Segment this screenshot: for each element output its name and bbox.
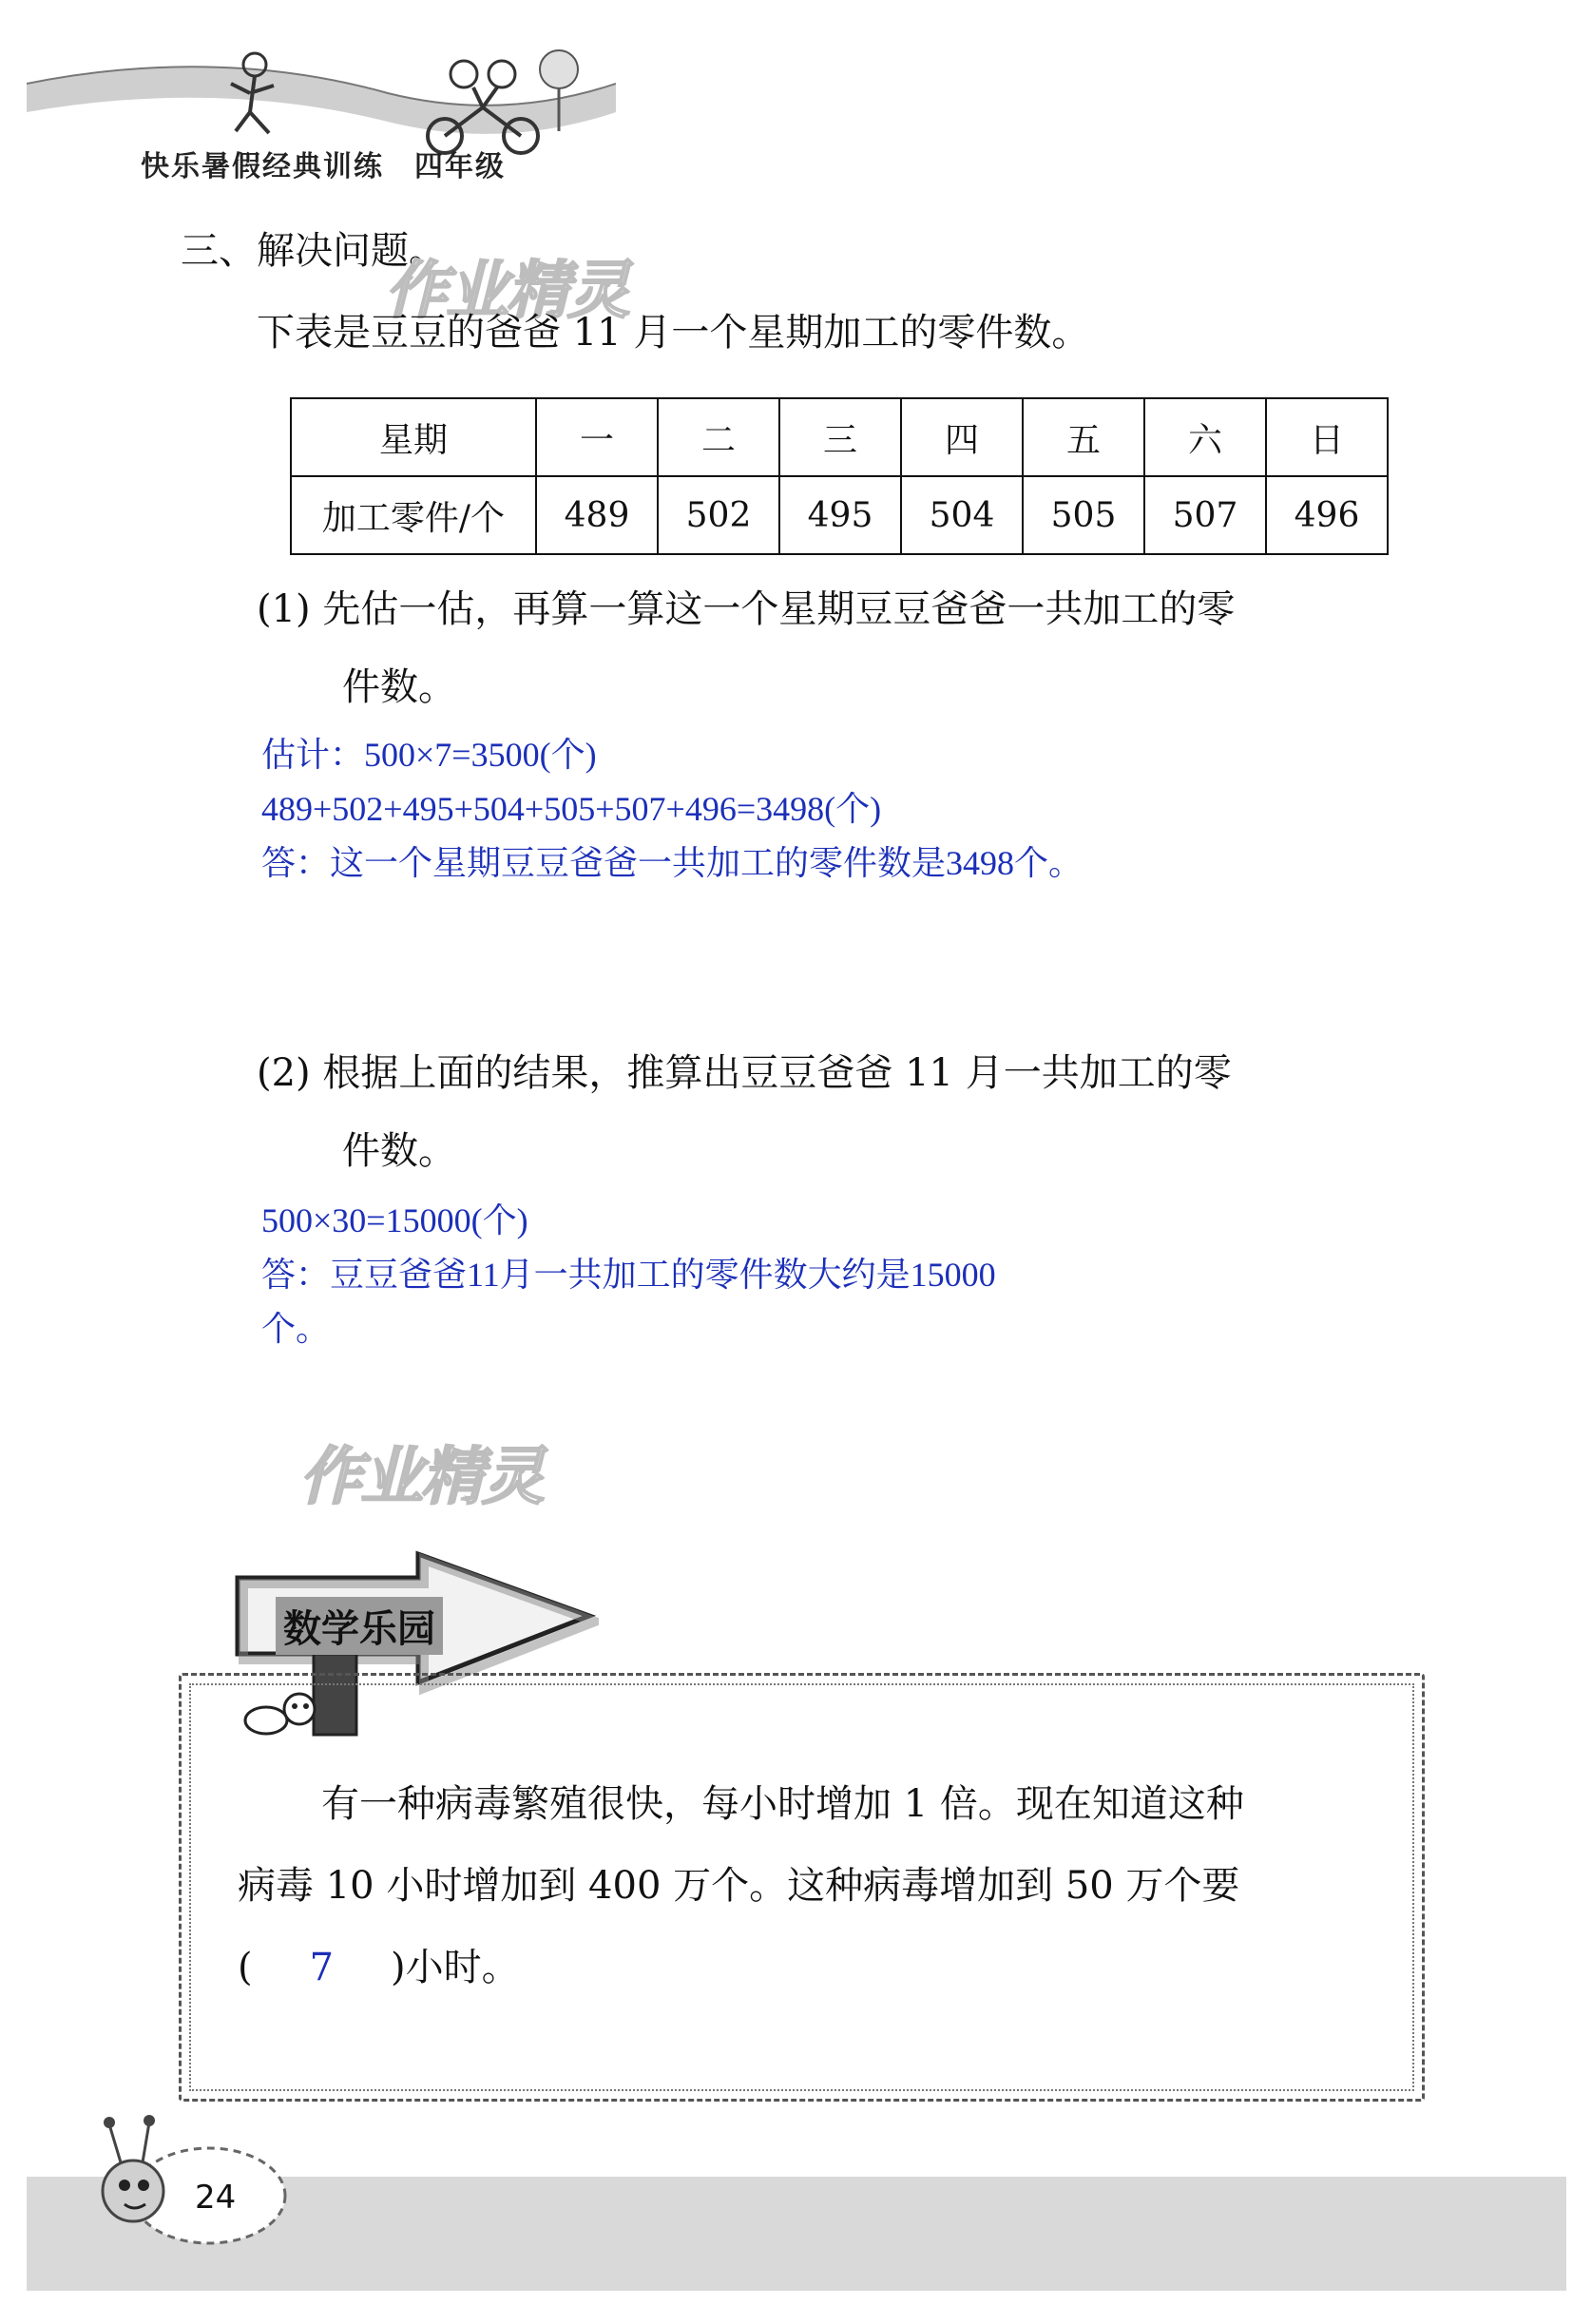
- intro-text: 下表是豆豆的爸爸 11 月一个星期加工的零件数。: [257, 311, 1090, 355]
- table-cell: 504: [901, 476, 1023, 554]
- table-cell: 507: [1144, 476, 1266, 554]
- question-1: [257, 570, 1235, 726]
- question-2: [257, 1034, 1232, 1190]
- puzzle-line: [238, 1927, 1378, 2008]
- table-cell: 日: [1266, 398, 1388, 476]
- table-cell: 505: [1023, 476, 1144, 554]
- section-title: 三、解决问题。: [181, 229, 447, 273]
- table-cell: 495: [779, 476, 901, 554]
- math-garden-puzzle: [238, 1763, 1378, 2008]
- snail-icon: [90, 2105, 290, 2248]
- table-cell: 一: [536, 398, 658, 476]
- blank-close: )小时。: [391, 1946, 520, 1989]
- table-cell: 二: [658, 398, 779, 476]
- watermark-top: 作业精灵: [385, 254, 628, 327]
- page-number: 24: [195, 2179, 237, 2217]
- book-title: 快乐暑假经典训练 四年级: [141, 150, 506, 183]
- puzzle-line: 病毒 10 小时增加到 400 万个。这种病毒增加到 50 万个要: [238, 1864, 1240, 1908]
- answer-line: 估计：500×7=3500(个): [261, 736, 597, 774]
- answer-line: 489+502+495+504+505+507+496=3498(个): [261, 790, 882, 828]
- puzzle-line: 有一种病毒繁殖很快，每小时增加 1 倍。现在知道这种: [321, 1782, 1244, 1826]
- table-row-header: 加工零件/个: [291, 476, 536, 554]
- parts-table: [290, 397, 1389, 555]
- table-cell: 489: [536, 476, 658, 554]
- question-2-line: (2) 根据上面的结果，推算出豆豆爸爸 11 月一共加工的零: [257, 1051, 1232, 1095]
- table-row: [291, 398, 1388, 476]
- blank-open: (: [238, 1946, 253, 1989]
- table-cell: 三: [779, 398, 901, 476]
- table-cell: 496: [1266, 476, 1388, 554]
- question-2-line: 件数。: [342, 1129, 456, 1173]
- table-row-header: 星期: [291, 398, 536, 476]
- table-cell: 五: [1023, 398, 1144, 476]
- math-garden-title: 数学乐园: [276, 1597, 443, 1655]
- table-row: [291, 476, 1388, 554]
- answer-2: [261, 1194, 996, 1356]
- table-cell: 四: [901, 398, 1023, 476]
- answer-line: 答：豆豆爸爸11月一共加工的零件数大约是15000: [261, 1256, 996, 1294]
- question-1-line: (1) 先估一估，再算一算这一个星期豆豆爸爸一共加工的零: [257, 587, 1236, 631]
- table-cell: 502: [658, 476, 779, 554]
- watermark-middle: 作业精灵: [299, 1440, 543, 1513]
- puzzle-answer: 7: [309, 1946, 335, 1989]
- answer-line: 500×30=15000(个): [261, 1201, 528, 1239]
- table-cell: 六: [1144, 398, 1266, 476]
- answer-line: 个。: [261, 1310, 331, 1348]
- answer-line: 答：这一个星期豆豆爸爸一共加工的零件数是3498个。: [261, 844, 1084, 882]
- answer-1: [261, 728, 1083, 891]
- question-1-line: 件数。: [342, 665, 456, 709]
